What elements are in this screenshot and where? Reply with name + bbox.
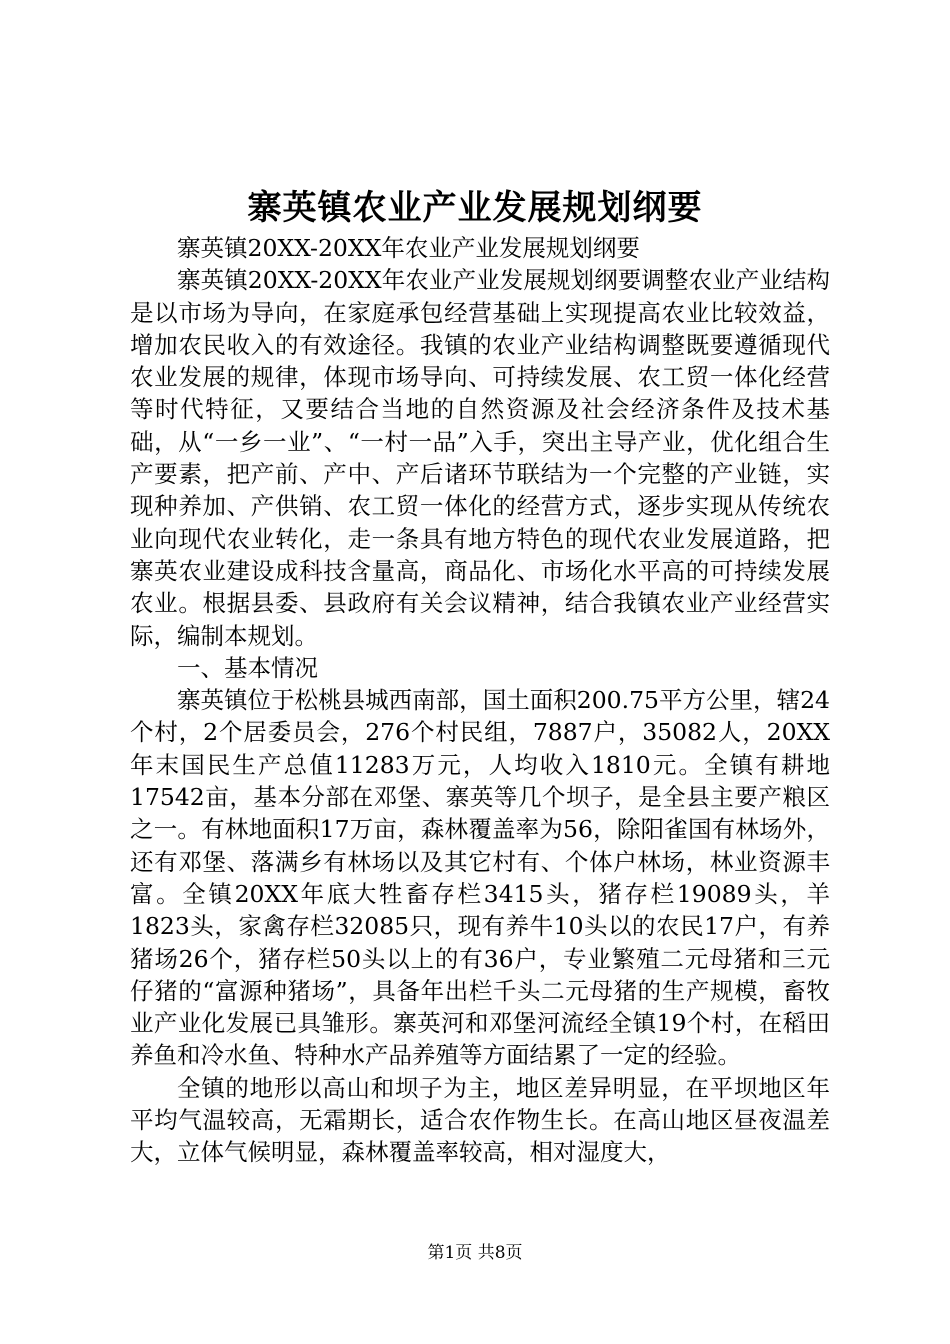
basic-info-paragraph: 寨英镇位于松桃县城西南部，国土面积200.75平方公里，辖24个村，2个居委员会，276个村民组，7887户，35082人，20XX年末国民生产总值11283万元，人均收入1810元。全镇有耕地17542亩，基本分部在邓堡、寨英等几个坝子，是全县主要产粮区之一。有林地面积17万亩，森林覆盖率为56，除阳雀国有林场外，还有邓堡、落满乡有林场以及其它村有、个体户林场，林业资源丰富。全镇20XX年底大牲畜存栏3415头，猪存栏19089头，羊1823头，家禽存栏32085只，现有养牛10头以的农民17户，有养猪场26个，猪存栏50头以上的有36户，专业繁殖二元母猪和三元仔猪的“富源种猪场”，具备年出栏千头二元母猪的生产规模，畜牧业产业化发展已具雏形。寨英河和邓堡河流经全镇19个村，在稻田养鱼和冷水鱼、特种水产品养殖等方面结累了一定的经验。 xyxy=(130,686,830,1070)
terrain-paragraph: 全镇的地形以高山和坝子为主，地区差异明显，在平坝地区年平均气温较高，无霜期长，适合农作物生长。在高山地区昼夜温差大，立体气候明显，森林覆盖率较高，相对湿度大， xyxy=(130,1073,830,1167)
document-title: 寨英镇农业产业发展规划纲要 xyxy=(247,188,703,228)
document-body xyxy=(130,232,830,1169)
section-heading: 一、基本情况 xyxy=(177,653,318,682)
intro-paragraph: 寨英镇20XX-20XX年农业产业发展规划纲要调整农业产业结构是以市场为导向，在家庭承包经营基础上实现提高农业比较效益，增加农民收入的有效途径。我镇的农业产业结构调整既要遵循现代农业发展的规律，体现市场导向、可持续发展、农工贸一体化经营等时代特征，又要结合当地的自然资源及社会经济条件及技术基础，从“一乡一业”、“一村一品”入手，突出主导产业，优化组合生产要素，把产前、产中、产后诸环节联结为一个完整的产业链，实现种养加、产供销、农工贸一体化的经营方式，逐步实现从传统农业向现代农业转化，走一条具有地方特色的现代农业发展道路，把寨英农业建设成科技含量高，商品化、市场化水平高的可持续发展农业。根据县委、县政府有关会议精神，结合我镇农业产业经营实际，编制本规划。 xyxy=(130,266,830,650)
page-footer: 第1页 共8页 xyxy=(427,1243,523,1263)
subtitle-paragraph: 寨英镇20XX-20XX年农业产业发展规划纲要 xyxy=(177,234,640,262)
